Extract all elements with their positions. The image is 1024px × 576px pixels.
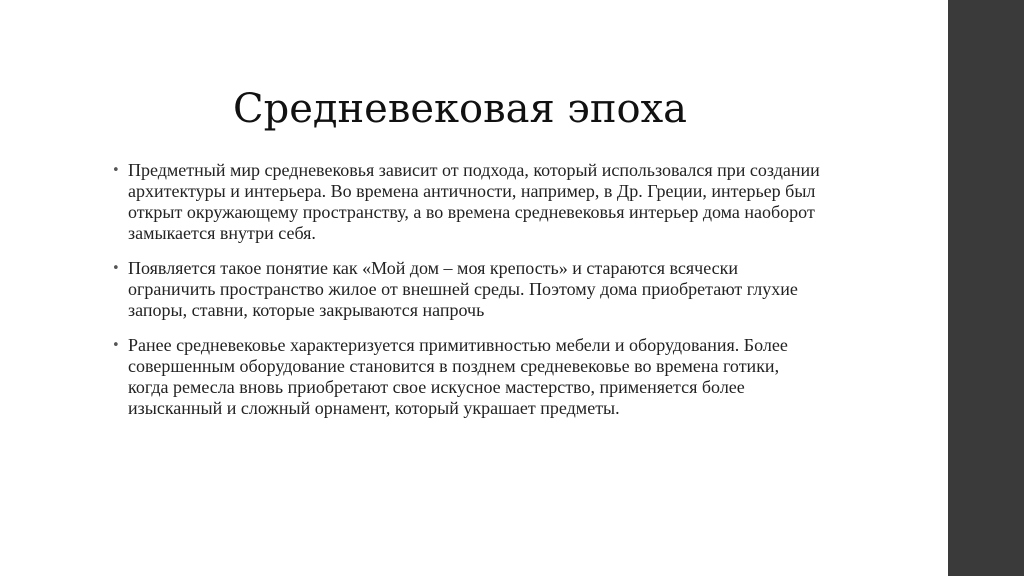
bullet-marker-icon: • — [112, 338, 120, 353]
bullet-list — [112, 160, 824, 433]
bullet-marker-icon: • — [112, 163, 120, 178]
right-sidebar-panel — [948, 0, 1024, 576]
bullet-item — [112, 160, 824, 244]
bullet-marker-icon: • — [112, 261, 120, 276]
slide-title: Средневековая эпоха — [233, 86, 687, 132]
bullet-text: Предметный мир средневековья зависит от подхода, который использовался при создании архитектуры и интерьера. Во времена античности, например, в Др. Греции, интерьер был открыт окружающему пространству, а во времена средневековья интерьер дома наоборот замыкается внутри себя. — [128, 160, 820, 243]
bullet-text: Появляется такое понятие как «Мой дом – моя крепость» и стараются всячески ограничить пространство жилое от внешней среды. Поэтому дома приобретают глухие запоры, ставни, которые закрываются напрочь — [128, 258, 798, 320]
bullet-item — [112, 258, 824, 321]
bullet-item — [112, 335, 824, 419]
bullet-text: Ранее средневековье характеризуется примитивностью мебели и оборудования. Более совершенным оборудование становится в позднем средневековье во времена готики, когда ремесла вновь приобретают свое искусное мастерство, применяется более изысканный и сложный орнамент, который украшает предметы. — [128, 335, 788, 418]
